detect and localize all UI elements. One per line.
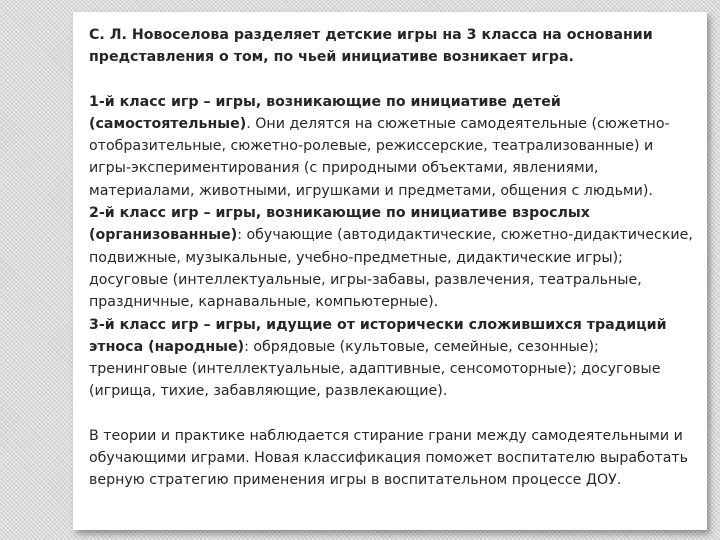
class-3-text: : обрядовые (культовые, семейные, сезонные); тренинговые (интеллектуальные, адаптивные, сенсомоторные); досуговые (игрища, тихие, забавляющие, развлекающие). <box>89 338 661 400</box>
class-3-title: 3-й класс игр – игры, идущие от исторически сложившихся традиций этноса (народные) <box>89 316 667 355</box>
slide-card <box>73 12 707 530</box>
class-paragraph-3 <box>89 314 694 403</box>
class-1-title: 1-й класс игр – игры, возникающие по инициативе детей (самостоятельные) <box>89 93 561 132</box>
class-paragraph-1 <box>89 91 694 202</box>
slide-content <box>89 24 694 492</box>
closing-paragraph: В теории и практике наблюдается стирание грани между самодеятельными и обучающими играми. Новая классификация поможет воспитателю выработать верную стратегию применения игры в воспитательном процессе ДОУ. <box>89 427 689 489</box>
intro-paragraph: С. Л. Новоселова разделяет детские игры на 3 класса на основании представления о том, по чьей инициативе возникает игра. <box>89 27 653 66</box>
class-1-text: . Они делятся на сюжетные самодеятельные (сюжетно-отобразительные, сюжетно-ролевые, режиссерские, театрализованные) и игры-экспериментирования (с природными объектами, явлениями, материалами, животными, игрушками и предметами, общения с людьми). <box>89 115 670 199</box>
class-2-text: : обучающие (автодидактические, сюжетно-дидактические, подвижные, музыкальные, учебно-предметные, дидактические игры); досуговые (интеллектуальные, игры-забавы, развлечения, театральные, праздничные, карнавальные, компьютерные). <box>89 227 693 311</box>
class-2-title: 2-й класс игр – игры, возникающие по инициативе взрослых (организованные) <box>89 205 590 244</box>
class-paragraph-2 <box>89 202 694 313</box>
